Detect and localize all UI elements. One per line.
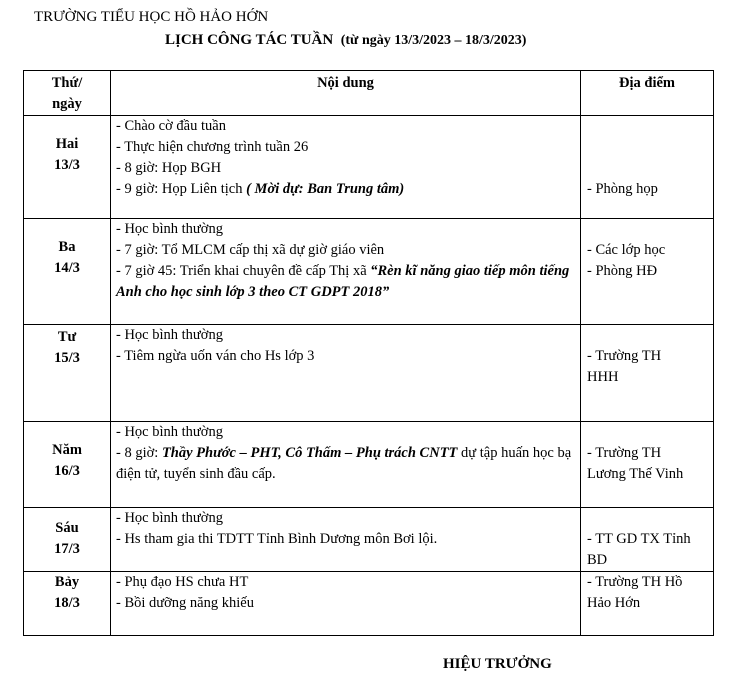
header-content: Nội dung: [111, 71, 581, 116]
day-cell: [24, 219, 111, 325]
list-item: - 8 giờ: Họp BGH: [116, 160, 222, 176]
list-item-emphasis: ( Mời dự: Ban Trung tâm): [246, 181, 405, 197]
list-item: - Tiêm ngừa uốn ván cho Hs lớp 3: [116, 348, 315, 364]
list-item: - Phụ đạo HS chưa HT: [116, 574, 249, 590]
list-item: - 7 giờ: Tổ MLCM cấp thị xã dự giờ giáo viên: [116, 242, 385, 258]
header-day-line2: ngày: [52, 96, 82, 112]
list-item: - Bồi dưỡng năng khiếu: [116, 595, 254, 611]
school-name: TRƯỜNG TIỂU HỌC HỒ HẢO HỚN: [34, 9, 269, 25]
list-item-text: - 8 giờ:: [116, 445, 162, 461]
list-item: - Thực hiện chương trình tuần 26: [116, 139, 309, 155]
list-item-emphasis: Thầy Phước – PHT, Cô Thấm – Phụ trách CNTT: [161, 445, 458, 461]
date-range: (từ ngày 13/3/2023 – 18/3/2023): [340, 33, 527, 48]
day-cell: [24, 508, 111, 572]
table-row: [24, 219, 714, 325]
table-header-row: [24, 71, 714, 116]
day-date: 17/3: [54, 541, 80, 557]
day-date: 14/3: [54, 260, 80, 276]
place-cell: [581, 219, 714, 325]
content-cell: [111, 325, 581, 422]
list-item: [116, 443, 576, 485]
day-date: 16/3: [54, 463, 80, 479]
table-row: [24, 116, 714, 219]
place-item: - Trường TH Hồ Hảo Hớn: [587, 574, 683, 611]
content-cell: [111, 572, 581, 636]
list-item: [116, 261, 576, 303]
place-item: - Các lớp học: [587, 242, 666, 258]
schedule-table: [23, 70, 714, 636]
table-row: [24, 325, 714, 422]
day-cell: [24, 422, 111, 508]
list-item: [116, 179, 576, 200]
header-place: Địa điểm: [581, 71, 714, 116]
content-cell: [111, 116, 581, 219]
place-cell: [581, 422, 714, 508]
day-name: Hai: [55, 136, 79, 152]
day-name: Bảy: [54, 574, 80, 590]
place-cell: [581, 572, 714, 636]
list-item: - Học bình thường: [116, 510, 223, 526]
list-item: - Học bình thường: [116, 424, 223, 440]
list-item-text: - 7 giờ 45: Triển khai chuyên đề cấp Thị xã: [116, 263, 371, 279]
place-cell: [581, 325, 714, 422]
day-cell: [24, 325, 111, 422]
content-cell: [111, 422, 581, 508]
content-cell: [111, 508, 581, 572]
list-item: - Học bình thường: [116, 221, 223, 237]
list-item-text: - 9 giờ: Họp Liên tịch: [116, 181, 247, 197]
table-row: [24, 422, 714, 508]
place-item: - Trường TH HHH: [587, 348, 662, 385]
place-item: - Phòng HĐ: [587, 263, 658, 279]
content-cell: [111, 219, 581, 325]
title-text: LỊCH CÔNG TÁC TUẦN: [165, 32, 334, 48]
day-cell: [24, 116, 111, 219]
header-day: [24, 71, 111, 116]
list-item: - Học bình thường: [116, 327, 223, 343]
day-name: Sáu: [55, 520, 79, 536]
day-name: Năm: [52, 442, 82, 458]
place-item: - Trường TH Lương Thế Vinh: [587, 445, 684, 482]
day-date: 13/3: [54, 157, 80, 173]
list-item: - Hs tham gia thi TDTT Tỉnh Bình Dương môn Bơi lội.: [116, 531, 438, 547]
page-title: [165, 32, 526, 49]
list-item-emphasis: “Rèn kĩ năng giao tiếp môn tiếng Anh cho học sinh lớp 3 theo CT GDPT 2018”: [116, 263, 570, 300]
place-item: - TT GD TX Tỉnh BD: [587, 531, 691, 568]
place-cell: [581, 116, 714, 219]
day-name: Ba: [58, 239, 76, 255]
table-row: [24, 572, 714, 636]
table-row: [24, 508, 714, 572]
place-cell: [581, 508, 714, 572]
place-item: - Phòng họp: [587, 181, 658, 197]
list-item-text-tail: dự tập huấn học bạ điện tử, tuyển sinh đầu cấp.: [116, 445, 572, 482]
list-item: - Chào cờ đầu tuần: [116, 118, 226, 134]
header-day-line1: Thứ/: [51, 75, 83, 91]
day-date: 18/3: [54, 595, 80, 611]
day-cell: [24, 572, 111, 636]
signature-title: HIỆU TRƯỞNG: [443, 656, 552, 672]
day-date: 15/3: [54, 350, 80, 366]
day-name: Tư: [57, 329, 77, 345]
